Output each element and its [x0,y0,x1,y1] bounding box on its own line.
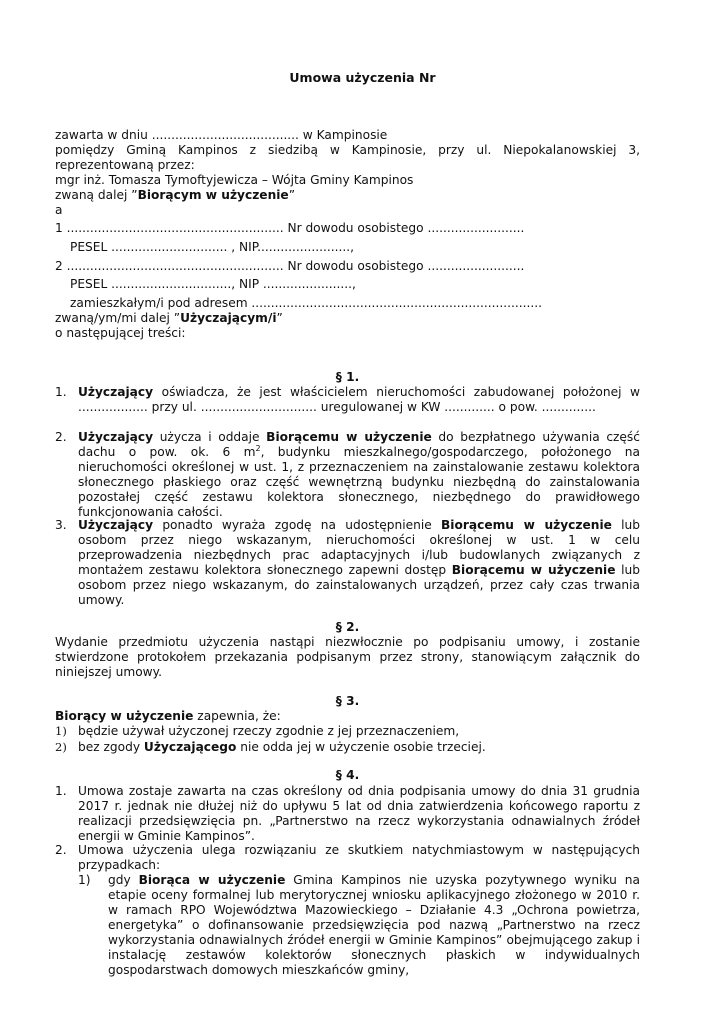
text: do bezpłatnego używania część dachu o pow. ok. 6 m [78,430,640,459]
person-2-pesel: PESEL ..............................., NIP ......................., [70,277,356,291]
intro-borrower-alias [55,188,295,203]
intro-lender-alias [55,311,283,326]
lender-term: Użyczający [78,430,154,444]
text: ” [288,188,296,202]
item-text: Umowa użyczenia ulega rozwiązaniu ze skutkiem natychmiastowym w następujących przypadkach: [78,843,640,872]
superscript: 2 [255,443,261,453]
item-number: 1) [55,724,67,738]
item-number: 2. [55,843,67,857]
person-2-line: 2 ........................................................ Nr dowodu osobistego ......................... [55,259,525,273]
section-3-item-2 [55,740,640,755]
borrower-term: Biorąca w użyczenie [138,873,286,887]
borrower-term: Biorący w użyczenie [55,709,194,723]
item-text: będzie używał użyczonej rzeczy zgodnie z jej przeznaczeniem, [78,724,460,738]
borrower-term: Biorącym w użyczenie [137,188,289,202]
item-text [78,385,640,415]
item-text [78,518,640,608]
lender-term: Użyczający [78,385,154,399]
section-4-subitem-1 [55,873,640,978]
item-text [78,430,640,520]
borrower-term: Biorącemu w użyczenie [441,518,612,532]
lender-term: Użyczającym/i [180,311,277,325]
text: bez zgody [78,740,144,754]
text: Gmina Kampinos nie uzyska pozytywnego wyniku na etapie oceny formalnej lub merytorycznej wniosku aplikacyjnego złożonego w 2010 r. w ramach RPO Województwa Mazowieckiego – Działanie 4.3 „Ochrona powietrza, energetyka” o dofinansowanie przedsięwzięcia pod nazwą „Partnerstwo na rzecz wykorzystania odnawialnych źródeł energii w Gminie Kampinos” obejmującego zakup i instalację zestawów kolektorów słonecznych płaskich w indywidualnych gospodarstwach domowych mieszkańców gminy, [108,873,640,977]
item-number: 1. [55,784,67,798]
item-text: Umowa zostaje zawarta na czas określony od dnia podpisania umowy do dnia 31 grudnia 2017 r. jednak nie dłużej niż do upływu 5 lat od dnia zatwierdzenia końcowego raportu z realizacji przedsięwzięcia pn. „Partnerstwo na rzecz wykorzystania odnawialnych źródeł energii w Gminie Kampinos”. [78,784,640,843]
address-line: zamieszkałym/i pod adresem ........................................................................... [70,296,542,310]
borrower-term: Biorącemu w użyczenie [266,430,432,444]
text: oświadcza, że jest właścicielem nieruchomości zabudowanej położonej w .................. przy ul. .............................. uregulowanej w KW ............. o pow. .............. [78,385,640,414]
text: użycza i oddaje [153,430,267,444]
intro-representative: mgr inż. Tomasza Tymoftyjewicza – Wójta Gminy Kampinos [55,173,414,187]
text: nie odda jej w użyczenie osobie trzeciej. [236,740,486,754]
document-title: Umowa użyczenia Nr [289,70,436,85]
section-4-item-2 [55,843,640,873]
section-1-item-3 [55,518,640,608]
text: ” [276,311,283,325]
text: ponadto wyraża zgodę na udostępnienie [153,518,442,532]
text: lub osobom przez niego wskazanym, do zainstalowanych urządzeń, przez cały czas trwania umowy. [78,563,640,607]
person-1-pesel: PESEL .............................. , NIP........................, [70,240,355,254]
intro-date-line: zawarta w dniu ...................................... w Kampinosie [55,128,388,142]
section-4-item-1 [55,784,640,844]
item-text [108,873,640,978]
item-number: 2. [55,430,67,444]
item-text [78,740,640,755]
section-2-heading: § 2. [335,620,360,634]
section-1-heading: § 1. [335,370,360,384]
intro-content: o następującej treści: [55,326,186,340]
text: gdy [108,873,139,887]
item-number: 1) [78,873,91,887]
intro-parties: pomiędzy Gminą Kampinos z siedzibą w Kampinosie, przy ul. Niepokalanowskiej 3, reprezentowaną przez: [55,143,640,172]
section-2-text: Wydanie przedmiotu użyczenia nastąpi niezwłocznie po podpisaniu umowy, i zostanie stwierdzone protokołem przekazania podpisanym przez strony, stanowiącym załącznik do niniejszej umowy. [55,635,640,679]
text: zwaną/ym/mi dalej ” [55,311,181,325]
item-number: 1. [55,385,67,399]
intro-and: a [55,203,63,217]
text: , budynku mieszkalnego/gospodarczego, położonego na nieruchomości określonej w ust. 1, z przeznaczeniem na zainstalowanie zestawu kolektora słonecznego płaskiego oraz część wewnętrzną budynku niezbędną do zainstalowania pozostałej część zestawu kolektora słonecznego, niezbędnego do prawidłowego funkcjonowania całości. [78,445,640,519]
section-3-heading: § 3. [335,694,360,708]
text: lub osobom przez niego wskazanym, nieruchomości określonej w ust. 1 w celu przeprowadzenia niezbędnych prac adaptacyjnych i/lub budowlanych związanych z montażem zestawu kolektora słonecznego zapewni dostęp [78,518,640,577]
item-number: 2) [55,740,67,754]
section-1-item-2 [55,430,640,520]
lender-term: Użyczającego [143,740,237,754]
section-3-item-1 [55,724,640,739]
borrower-term: Biorącemu w użyczenie [451,563,616,577]
text: zwaną dalej ” [55,188,138,202]
lender-term: Użyczający [78,518,154,532]
item-number: 3. [55,518,67,532]
section-3-lead [55,709,281,724]
section-4-heading: § 4. [335,768,360,782]
person-1-line: 1 ........................................................ Nr dowodu osobistego ......................... [55,221,525,235]
section-1-item-1 [55,385,640,415]
text: zapewnia, że: [193,709,281,723]
